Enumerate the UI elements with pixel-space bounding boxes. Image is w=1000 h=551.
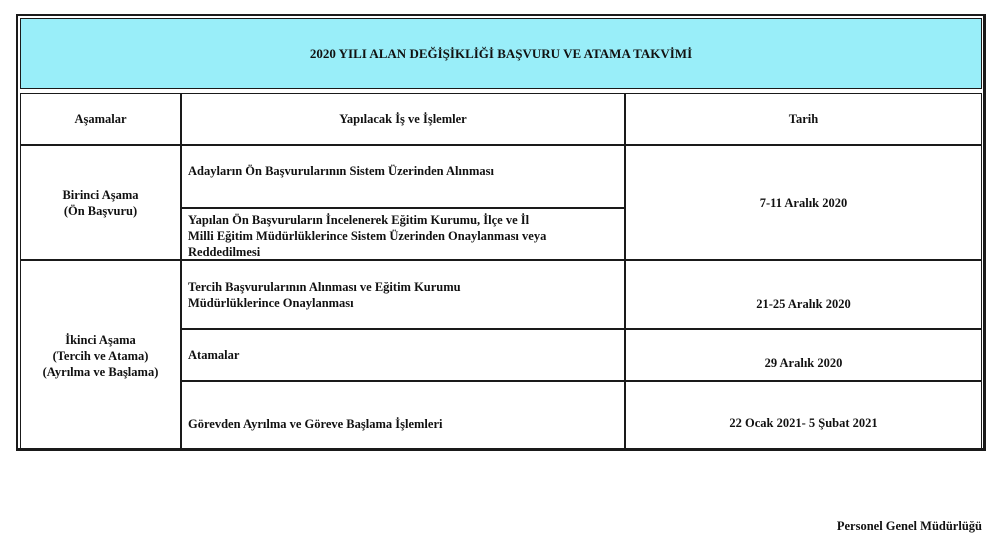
stage2-task3: Görevden Ayrılma ve Göreve Başlama İşlemleri xyxy=(181,381,625,451)
stage1-task2: Yapılan Ön Başvuruların İncelenerek Eğitim Kurumu, İlçe ve İl Milli Eğitim Müdürlüklerince Sistem Üzerinden Onaylanması veya Reddedilmesi xyxy=(181,208,625,260)
stage2-date2: 29 Aralık 2020 xyxy=(625,329,982,381)
title-text: 2020 YILI ALAN DEĞİŞİKLİĞİ BAŞVURU VE ATAMA TAKVİMİ xyxy=(309,45,693,61)
stage1-task1: Adayların Ön Başvurularının Sistem Üzerinden Alınması xyxy=(181,145,625,208)
stage2-date3: 22 Ocak 2021- 5 Şubat 2021 xyxy=(625,381,982,451)
stage2-date1: 21-25 Aralık 2020 xyxy=(625,260,982,329)
stage2-task1: Tercih Başvurularının Alınması ve Eğitim Kurumu Müdürlüklerince Onaylanması xyxy=(181,260,625,329)
stage1-cell xyxy=(20,145,181,260)
header-tasks: Yapılacak İş ve İşlemler xyxy=(181,93,625,145)
header-stage: Aşamalar xyxy=(20,93,181,145)
stage2-cell xyxy=(20,260,181,451)
signature: Personel Genel Müdürlüğü xyxy=(836,519,982,533)
table-title xyxy=(20,18,982,89)
stage1-name: Birinci Aşama xyxy=(62,187,139,202)
stage1-date: 7-11 Aralık 2020 xyxy=(625,145,982,260)
stage2-name: İkinci Aşama xyxy=(65,332,136,347)
stage2-subtitle-2: (Ayrılma ve Başlama) xyxy=(42,364,159,379)
stage2-subtitle-1: (Tercih ve Atama) xyxy=(52,348,149,363)
stage1-subtitle: (Ön Başvuru) xyxy=(63,203,138,218)
header-date: Tarih xyxy=(625,93,982,145)
stage2-task2: Atamalar xyxy=(181,329,625,381)
